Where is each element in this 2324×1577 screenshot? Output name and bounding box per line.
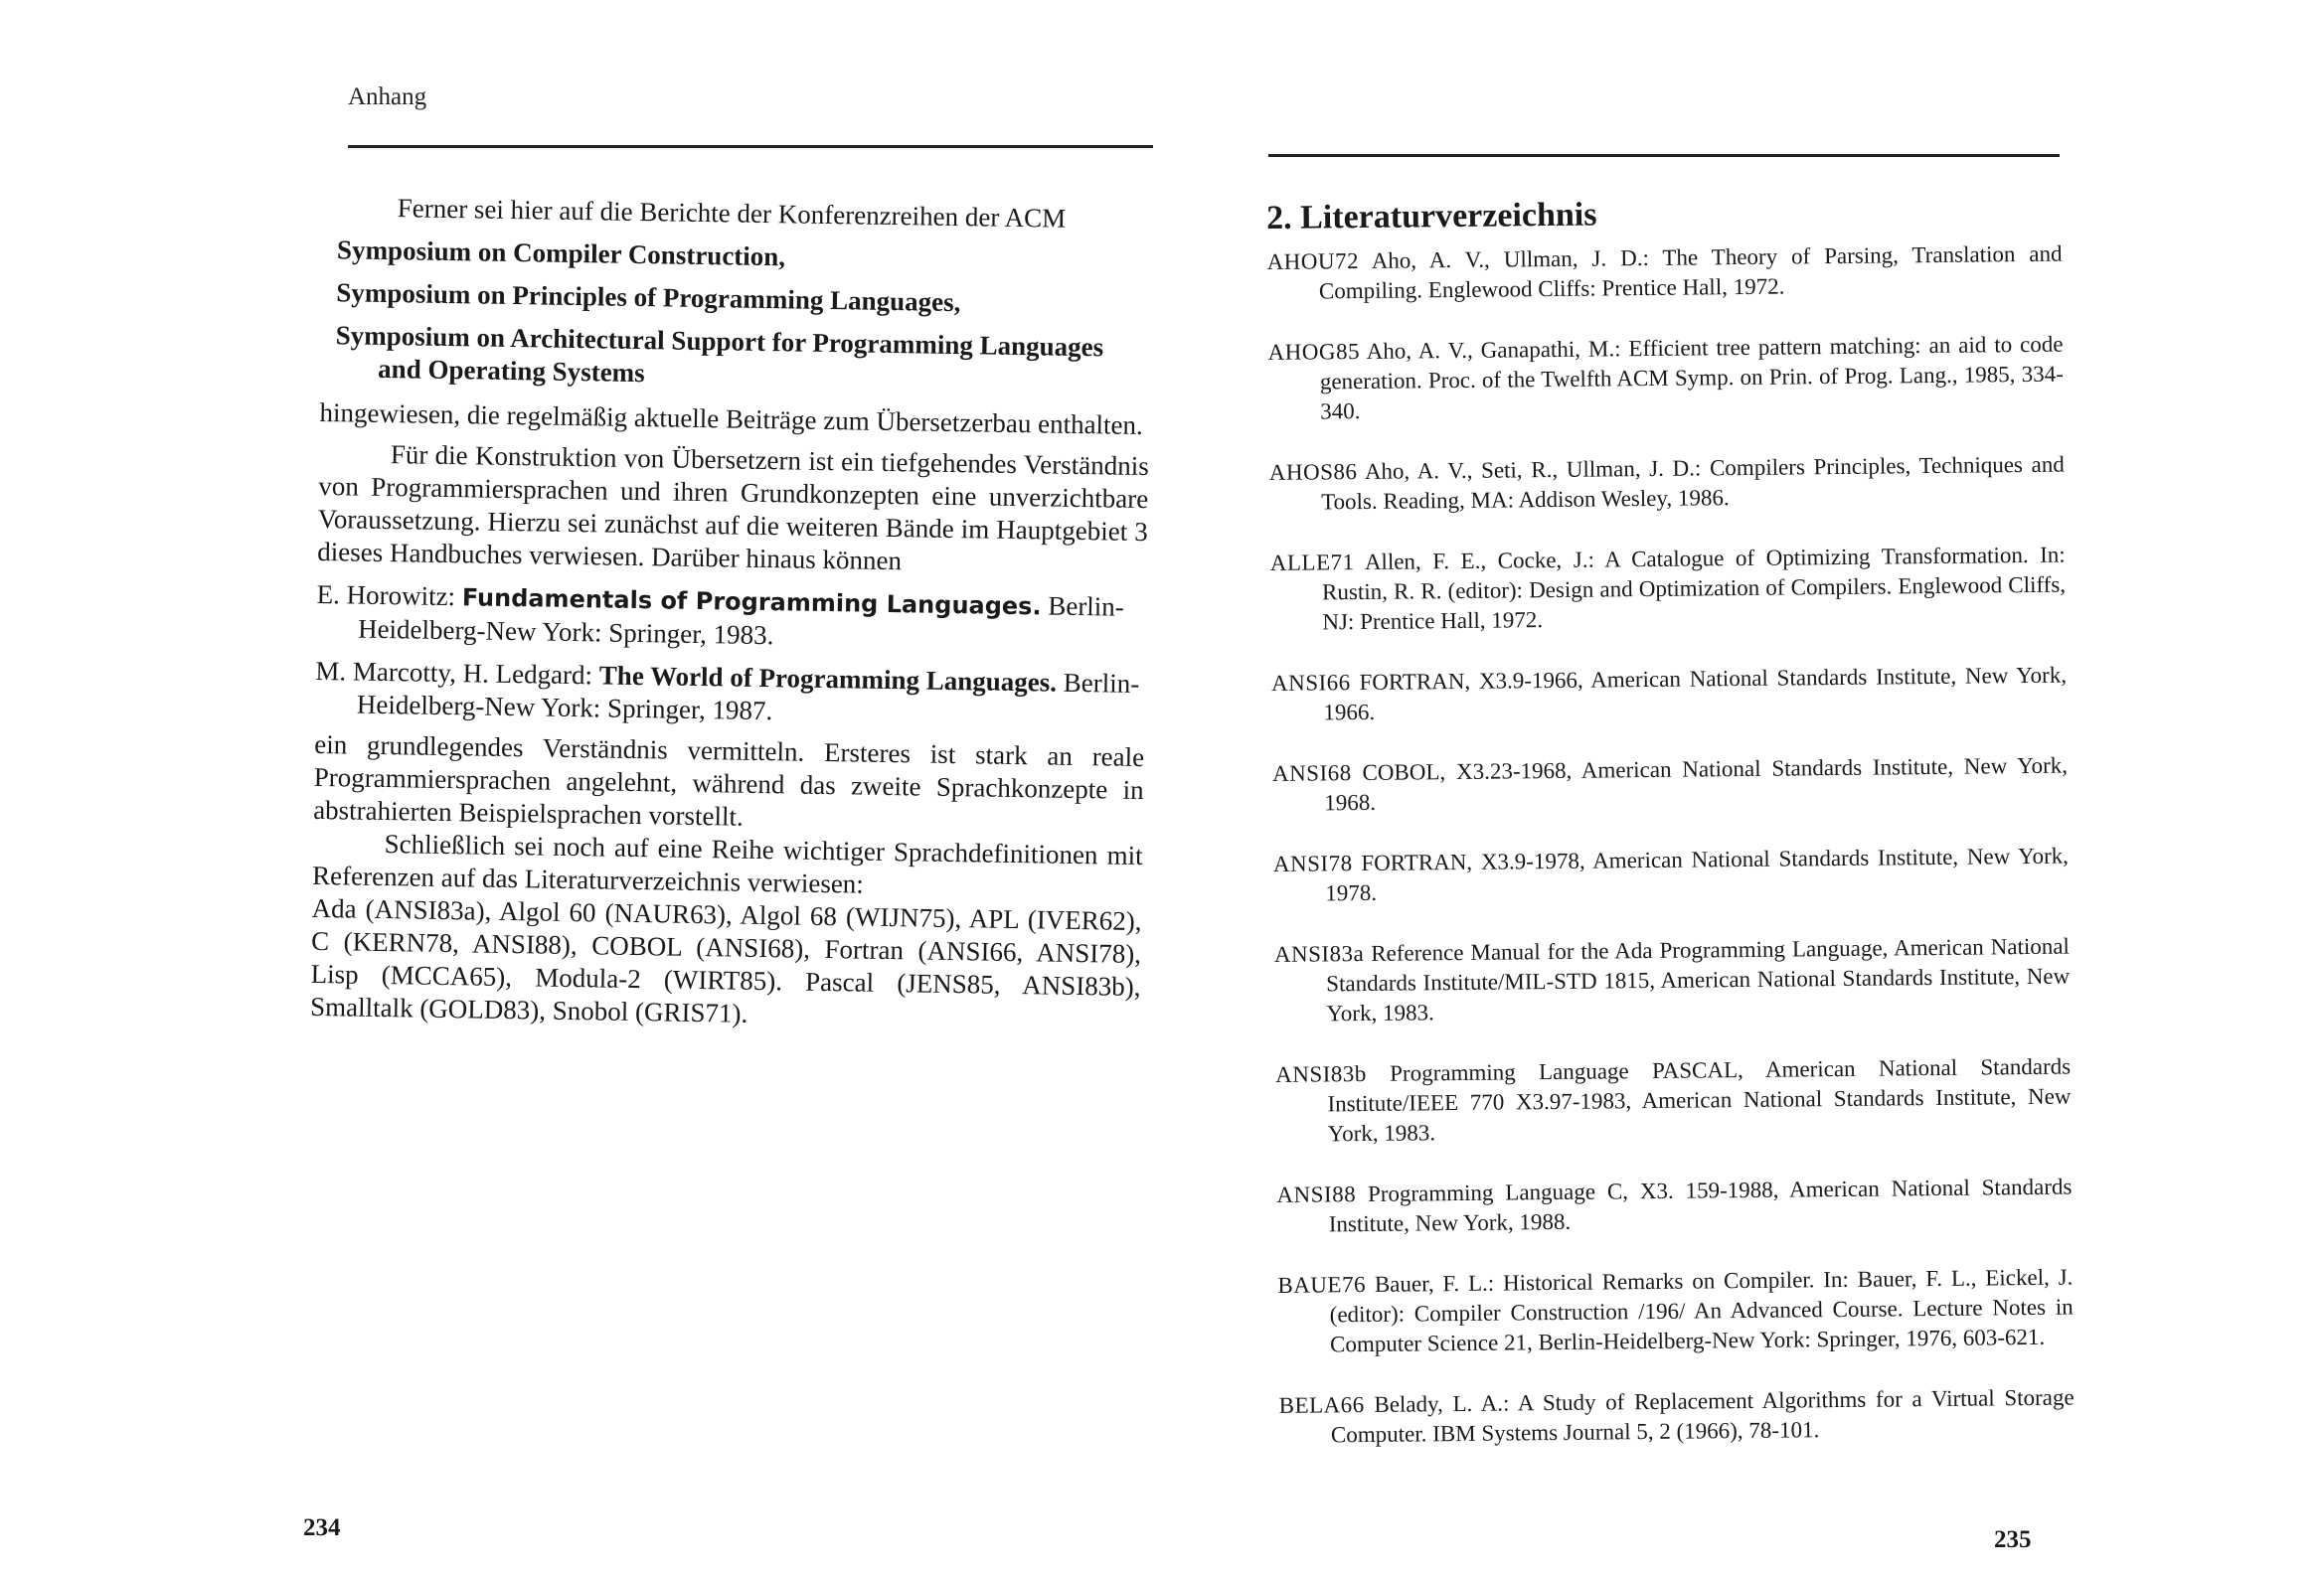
book-publisher: Berlin-Heidelberg-New York: Springer, 1987.: [356, 667, 1140, 726]
book-author: M. Marcotty, H. Ledgard:: [315, 655, 600, 691]
reference-entry: [1269, 450, 2066, 518]
conference-item: [337, 234, 1152, 279]
page-number-left: 234: [303, 1514, 341, 1541]
book-reference: [316, 578, 1147, 658]
conference-name: Symposium on Compiler Construction,: [336, 235, 786, 272]
header-rule-left: [348, 145, 1153, 148]
reference-key: BELA66: [1278, 1392, 1365, 1418]
conference-name: Symposium on Architectural Support for Programming Languages: [335, 320, 1104, 363]
reference-text: Programming Language PASCAL, American National Standards Institute/IEEE 770 X3.97-1983, American National Standards Institute, New York, 1983.: [1327, 1053, 2072, 1147]
reference-text: Programming Language C, X3. 159-1988, American National Standards Institute, New York, 1988.: [1328, 1174, 2073, 1237]
section-title: 2. Literaturverzeichnis: [1265, 196, 1597, 237]
reference-entry: [1266, 239, 2063, 307]
book-title: The World of Programming Languages.: [598, 660, 1058, 698]
conference-item: [335, 319, 1151, 397]
reference-entry: [1274, 932, 2071, 1029]
reference-entry: [1279, 1383, 2075, 1451]
reference-list: [1266, 239, 2075, 1451]
reference-text: Aho, A. V., Seti, R., Ullman, J. D.: Compilers Principles, Techniques and Tools. Reading, MA: Addison Wesley, 1986.: [1321, 451, 2065, 515]
reference-text: FORTRAN, X3.9-1978, American National Standards Institute, New York, 1978.: [1325, 843, 2070, 906]
reference-entry: [1271, 661, 2068, 728]
left-page-body: [310, 191, 1153, 1036]
reference-text: Reference Manual for the Ada Programming Language, American National Standards Institute/MIL-STD 1815, American National Standards Institute, New York, 1983.: [1326, 933, 2071, 1026]
reference-entry: [1277, 1263, 2074, 1360]
reference-text: FORTRAN, X3.9-1966, American National Standards Institute, New York, 1966.: [1323, 662, 2068, 725]
paragraph-understanding: ein grundlegendes Verständnis vermitteln. Ersteres ist stark an reale Programmiersprachen angelehnt, während das zweite Sprachkonzepte in abstrahierten Beispielsprachen vorstellt.: [312, 728, 1145, 832]
conference-intro: Ferner sei hier auf die Berichte der Konferenzreihen der ACM: [397, 193, 1067, 234]
reference-key: ANSI78: [1272, 851, 1353, 876]
paragraph-language-definitions-list: Ada (ANSI83a), Algol 60 (NAUR63), Algol 68 (WIJN75), APL (IVER62), C (KERN78, ANSI88), COBOL (ANSI68), Fortran (ANSI66, ANSI78), Lisp (MCCA65), Modula-2 (WIRT85). Pascal (JENS85, ANSI83b), Smalltalk (GOLD83), Snobol (GRIS71).: [309, 892, 1142, 1028]
reference-entry: [1275, 1052, 2072, 1150]
reference-text: Belady, L. A.: A Study of Replacement Algorithms for a Virtual Storage Computer. IBM Systems Journal 5, 2 (1966), 78-101.: [1330, 1384, 2075, 1448]
page-number-right: 235: [1994, 1526, 2032, 1553]
right-page-body: [1266, 196, 2075, 1482]
header-rule-right: [1268, 154, 2060, 157]
reference-entry: [1267, 330, 2064, 427]
conference-outro: hingewiesen, die regelmäßig aktuelle Beiträge zum Übersetzerbau enthalten.: [319, 396, 1144, 440]
reference-text: Aho, A. V., Ullman, J. D.: The Theory of Parsing, Translation and Compiling. Englewood Cliffs: Prentice Hall, 1972.: [1318, 240, 2063, 304]
reference-entry: [1270, 541, 2067, 638]
reference-text: Aho, A. V., Ganapathi, M.: Efficient tree pattern matching: an aid to code generation. Proc. of the Twelfth ACM Symp. on Prin. of Prog. Lang., 1985, 334-340.: [1319, 331, 2064, 424]
reference-entry: [1276, 1173, 2073, 1240]
conference-name: Symposium on Principles of Programming Languages,: [336, 277, 961, 318]
reference-text: Allen, F. E., Cocke, J.: A Catalogue of Optimizing Transformation. In: Rustin, R. R. (editor): Design and Optimization of Compilers. Englewood Cliffs, NJ: Prentice Hall, 1972.: [1321, 542, 2067, 635]
book-author: E. Horowitz:: [316, 578, 463, 612]
reference-key: ANSI66: [1270, 670, 1351, 696]
paragraph-language-definitions-intro: Schließlich sei noch auf eine Reihe wichtiger Sprachdefinitionen mit Referenzen auf das Literaturverzeichnis verwiesen:: [311, 829, 1143, 899]
reference-text: COBOL, X3.23-1968, American National Standards Institute, New York, 1968.: [1324, 752, 2069, 816]
reference-key: ANSI83b: [1275, 1060, 1367, 1087]
paragraph-translators: Für die Konstruktion von Übersetzern ist ein tiefgehendes Verständnis von Programmiersprachen und ihren Grundkonzepten eine unverzichtbare Voraussetzung. Hierzu sei zunächst auf die weiteren Bände im Hauptgebiet 3 dieses Handbuches verwiesen. Darüber hinaus können: [317, 439, 1149, 576]
reference-entry: [1272, 751, 2069, 819]
reference-key: ANSI88: [1276, 1182, 1357, 1207]
reference-entry: [1273, 842, 2070, 909]
reference-key: ANSI68: [1271, 760, 1352, 786]
conference-name-continued: and Operating Systems: [377, 353, 645, 389]
book-reference: [315, 655, 1146, 733]
book-publisher: Berlin-Heidelberg-New York: Springer, 1983.: [357, 590, 1125, 651]
reference-key: ALLE71: [1269, 550, 1355, 575]
reference-key: AHOU72: [1266, 248, 1360, 274]
book-title: Fundamentals of Programming Languages.: [461, 583, 1042, 621]
reference-key: ANSI83a: [1273, 941, 1365, 967]
reference-key: BAUE76: [1277, 1272, 1367, 1298]
reference-text: Bauer, F. L.: Historical Remarks on Compiler. In: Bauer, F. L., Eickel, J. (editor): Compiler Construction /196/ An Advanced Course. Lecture Notes in Computer Science 21, Berlin-Heidelberg-New York: Springer, 1976, 603-621.: [1329, 1264, 2074, 1357]
conference-item: [336, 276, 1151, 322]
reference-key: AHOG85: [1267, 339, 1361, 365]
running-header: Anhang: [348, 83, 427, 110]
reference-key: AHOS86: [1268, 459, 1358, 485]
